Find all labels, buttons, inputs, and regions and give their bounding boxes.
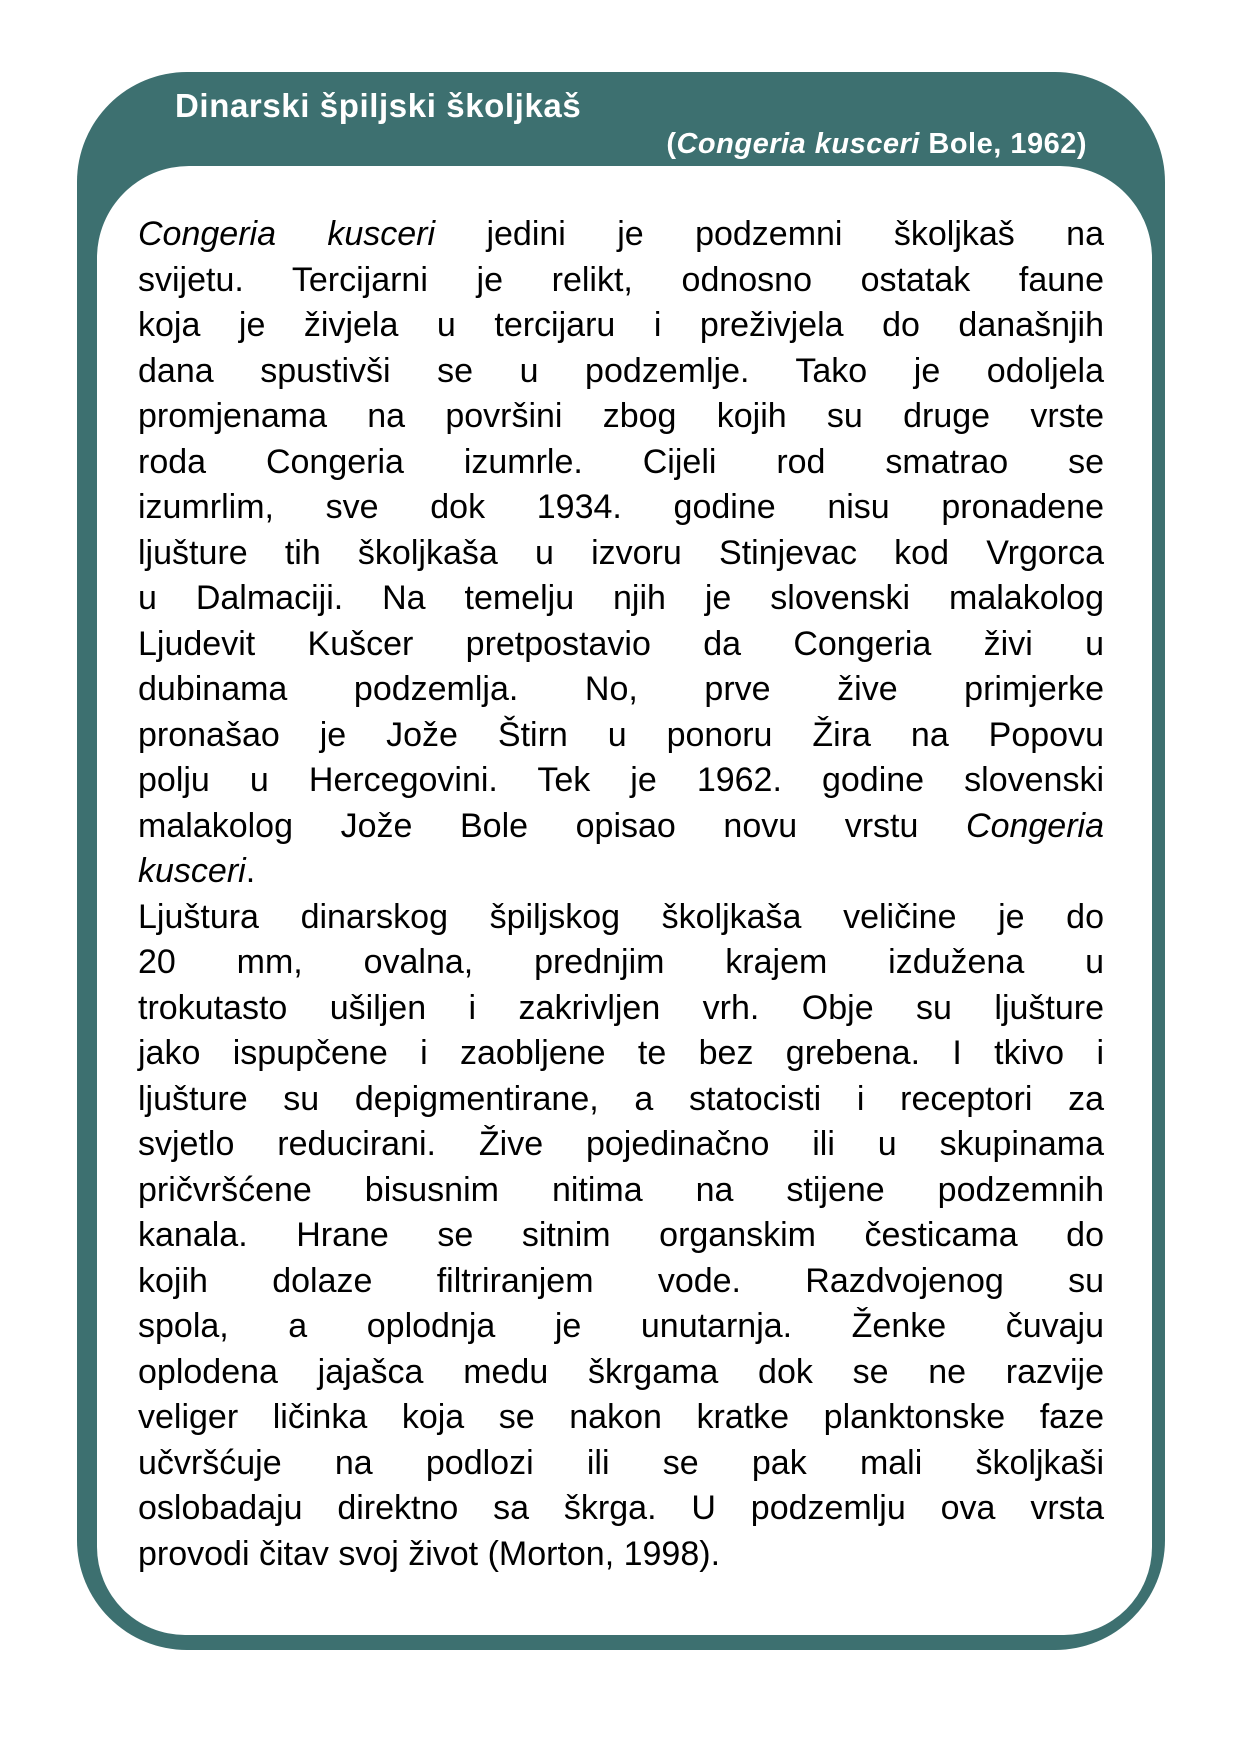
text-segment: kojih dolaze filtriranjem vode. Razdvojenog su: [138, 1261, 1104, 1300]
text-line: [138, 804, 1104, 850]
text-segment: u Dalmaciji. Na temelju njih je slovenski malakolog: [138, 579, 1104, 617]
subtitle-species-name: Congeria kusceri: [676, 128, 920, 160]
text-line: [138, 1213, 1104, 1259]
text-line: [138, 1077, 1104, 1123]
text-segment: Ljuštura dinarskog špiljskog školjkaša veličine je do: [138, 897, 1104, 936]
text-segment: pričvršćene bisusnim nitima na stijene podzemnih: [138, 1170, 1104, 1209]
text-segment: učvršćuje na podlozi ili se pak mali školjkaši: [138, 1443, 1104, 1482]
page-title: Dinarski špiljski školjkaš: [175, 87, 582, 124]
text-line: [138, 1031, 1104, 1077]
text-segment: trokutasto ušiljen i zakrivljen vrh. Obje su ljušture: [138, 988, 1104, 1027]
text-segment: provodi čitav svoj život (Morton, 1998).: [138, 1534, 721, 1573]
text-line: [138, 440, 1104, 486]
text-line: [138, 895, 1104, 941]
text-line: [138, 303, 1104, 349]
text-line: [138, 485, 1104, 531]
text-segment: dana spustivši se u podzemlje. Tako je odoljela: [138, 351, 1104, 390]
article-body: [138, 212, 1104, 1577]
subtitle-open-paren: (: [666, 128, 677, 160]
text-segment: koja je živjela u tercijaru i preživjela do današnjih: [138, 306, 1104, 344]
text-segment: roda Congeria izumrle. Cijeli rod smatrao se: [138, 442, 1104, 481]
text-line: [138, 622, 1104, 668]
text-segment: spola, a oplodnja je unutarnja. Ženke čuvaju: [138, 1307, 1104, 1345]
text-line: [138, 940, 1104, 986]
text-segment: oslobadaju direktno sa škrga. U podzemlju ova vrsta: [138, 1489, 1104, 1527]
text-line: [138, 531, 1104, 577]
text-line: [138, 576, 1104, 622]
text-line: [138, 1168, 1104, 1214]
text-line: [138, 849, 1104, 895]
italic-species-name: kusceri: [138, 852, 246, 890]
text-segment: Ljudevit Kušcer pretpostavio da Congeria živi u: [138, 624, 1104, 663]
text-segment: jedini je podzemni školjkaš na: [435, 215, 1104, 253]
text-segment: izumrlim, sve dok 1934. godine nisu pronadene: [138, 488, 1104, 526]
text-line: [138, 986, 1104, 1032]
text-segment: pronašao je Jože Štirn u ponoru Žira na Popovu: [138, 715, 1104, 754]
text-segment: .: [245, 852, 256, 890]
text-segment: kanala. Hrane se sitnim organskim česticama do: [138, 1216, 1104, 1254]
text-segment: jako ispupčene i zaobljene te bez grebena. I tkivo i: [138, 1034, 1104, 1072]
text-line: [138, 1350, 1104, 1396]
text-segment: veliger ličinka koja se nakon kratke planktonske faze: [138, 1398, 1104, 1436]
text-line: [138, 349, 1104, 395]
text-line: [138, 1304, 1104, 1350]
text-segment: dubinama podzemlja. No, prve žive primjerke: [138, 670, 1104, 708]
text-segment: ljušture su depigmentirane, a statocisti i receptori za: [138, 1079, 1104, 1118]
text-line: [138, 258, 1104, 304]
text-segment: svijetu. Tercijarni je relikt, odnosno ostatak faune: [138, 260, 1104, 299]
text-segment: polju u Hercegovini. Tek je 1962. godine slovenski: [138, 761, 1104, 799]
text-line: [138, 758, 1104, 804]
text-line: [138, 1259, 1104, 1305]
text-line: [138, 1395, 1104, 1441]
text-line: [138, 212, 1104, 258]
text-segment: ljušture tih školjkaša u izvoru Stinjevac kod Vrgorca: [138, 533, 1104, 572]
text-line: [138, 1486, 1104, 1532]
subtitle-authority: Bole, 1962): [919, 128, 1087, 160]
italic-species-name: Congeria: [966, 806, 1104, 845]
text-line: [138, 394, 1104, 440]
paragraph: [138, 212, 1104, 895]
text-segment: oplodena jajašca medu škrgama dok se ne razvije: [138, 1352, 1104, 1391]
text-line: [138, 713, 1104, 759]
species-subtitle: [666, 126, 1087, 162]
text-line: [138, 667, 1104, 713]
paragraph: [138, 895, 1104, 1578]
italic-species-name: Congeria kusceri: [138, 215, 436, 253]
text-segment: malakolog Jože Bole opisao novu vrstu: [138, 806, 967, 845]
text-line: [138, 1532, 1104, 1578]
text-line: [138, 1122, 1104, 1168]
text-segment: svjetlo reducirani. Žive pojedinačno ili u skupinama: [138, 1125, 1104, 1163]
text-line: [138, 1441, 1104, 1487]
text-segment: 20 mm, ovalna, prednjim krajem izdužena u: [138, 943, 1104, 981]
text-segment: promjenama na površini zbog kojih su druge vrste: [138, 397, 1104, 435]
